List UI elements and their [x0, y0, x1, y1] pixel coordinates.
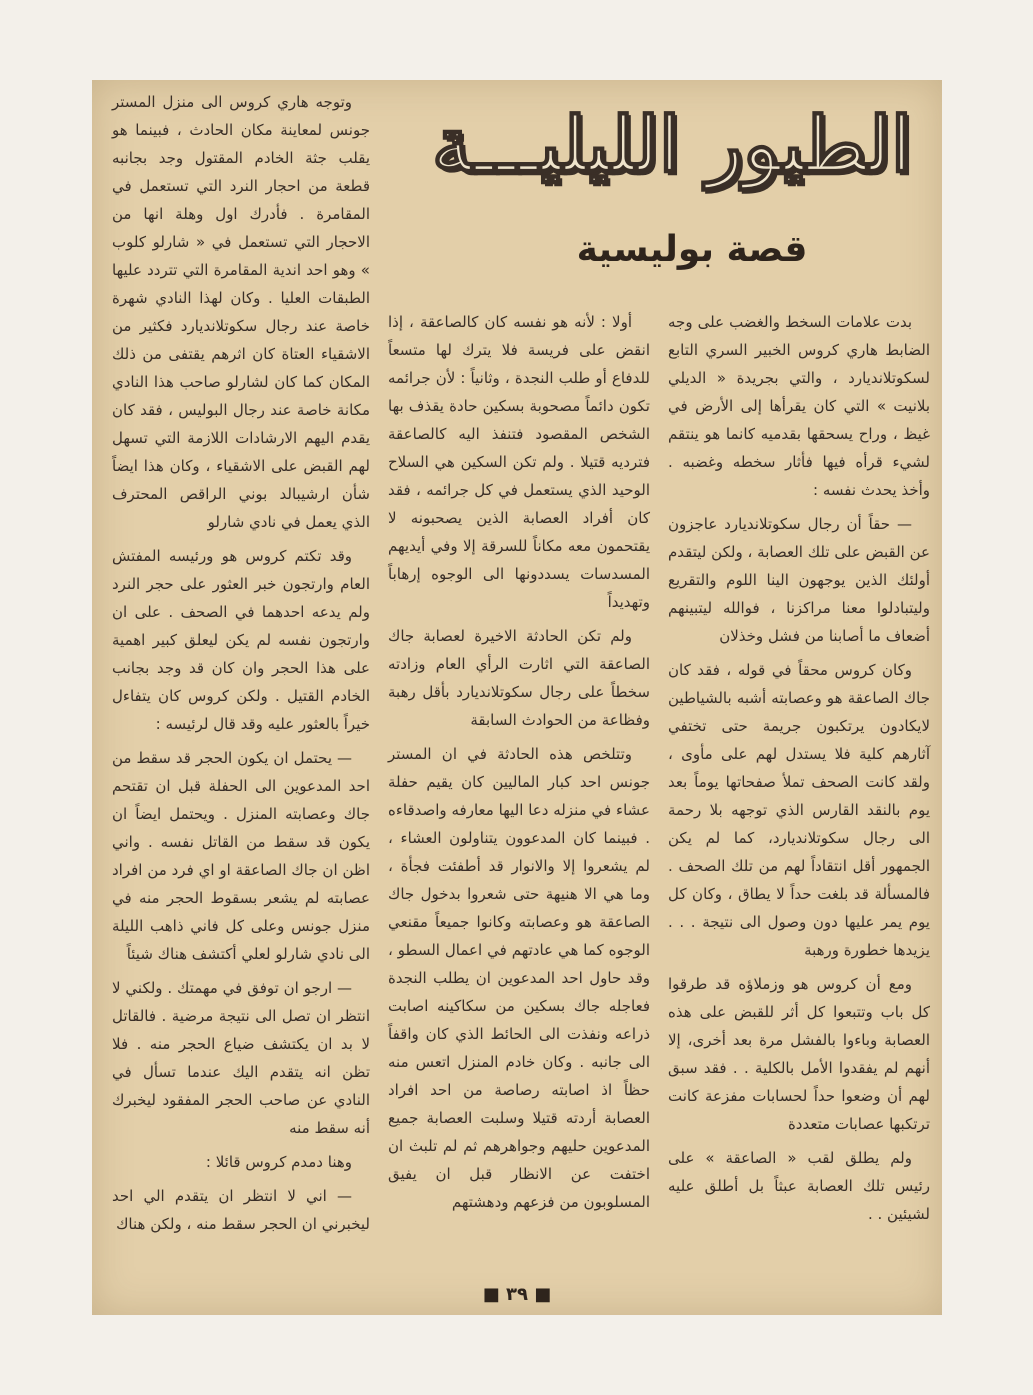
paragraph: وكان كروس محقاً في قوله ، فقد كان جاك الصاعقة هو وعصابته أشبه بالشياطين لايكادون يرتكبون جريمة حتى تختفي آثارهم كلية فلا يستدل لهم على مأوى ، ولقد كانت الصحف تملأ صفحاتها يوماً بعد يوم بالنقد القارس الذي توجهه بلا رحمة الى رجال سكوتلانديارد، كما لم يكن الجمهور أقل انتقاداً لهم من تلك الصحف . فالمسألة قد بلغت حداً لا يطاق ، وكان كل يوم يمر عليها دون وصول الى نتيجة . . . يزيدها خطورة ورهبة — [668, 661, 930, 959]
text-column-right — [668, 308, 930, 1234]
paragraph: وتوجه هاري كروس الى منزل المستر جونس لمعاينة مكان الحادث ، فبينما هو يقلب جثة الخادم المقتول وجد بجانبه قطعة من احجار النرد التي تستعمل في المقامرة . فأدرك اول وهلة انها من الاحجار التي تستعمل في « شارلو كلوب » وهو احد اندية المقامرة التي تتردد عليها الطبقات العليا . وكان لهذا النادي شهرة خاصة عند رجال سكوتلانديارد فكثير من الاشقياء العتاة كان اثرهم يقتفى من ذلك المكان كما كان لشارلو صاحب هذا النادي مكانة خاصة عند رجال البوليس ، فقد كان يقدم اليهم الارشادات اللازمة التي تسهل لهم القبض على الاشقياء ، وكان هذا ايضاً شأن ارشيبالد بوني الراقص المحترف الذي يعمل في نادي شارلو — [112, 93, 370, 531]
text-column-left — [112, 88, 370, 1244]
paragraph: — اني لا انتظر ان يتقدم الي احد ليخبرني ان الحجر سقط منه ، ولكن هناك — [112, 1187, 370, 1233]
page-number: ■ ٣٩ ■ — [482, 1284, 552, 1305]
magazine-page — [92, 80, 942, 1315]
story-subtitle: قصة بوليسية — [576, 229, 808, 270]
paragraph: وهنا دمدم كروس قائلا : — [205, 1153, 352, 1171]
paragraph: وتتلخص هذه الحادثة في ان المستر جونس احد كبار الماليين كان يقيم حفلة عشاء في منزله دعا اليها معارفه واصدقاءه . فبينما كان المدعوون يتناولون العشاء ، لم يشعروا إلا والانوار قد أطفئت فجأة ، وما هي الا هنيهة حتى شعروا بدخول جاك الصاعقة هو وعصابته وكانوا جميعاً مقنعي الوجوه كما هي عادتهم في اعمال السطو ، وقد حاول احد المدعوين ان يطلب النجدة فعاجله جاك بسكين من سكاكينه اصابت ذراعه ونفذت الى الحائط الذي كان واقفاً الى جانبه . وكان خادم المنزل اتعس منه حظاً اذ اصابته رصاصة من احد افراد العصابة أردته قتيلا وسلبت العصابة جميع المدعوين حليهم وجواهرهم ثم لم تلبث ان اختفت عن الانظار قبل ان يفيق المسلوبون من فزعهم ودهشتهم — [388, 745, 650, 1211]
paragraph: أولا : لأنه هو نفسه كان كالصاعقة ، إذا انقض على فريسة فلا يترك لها متسعاً للدفاع أو طلب النجدة ، وثانياً : لأن جرائمه تكون دائماً مصحوبة بسكين حادة يقذف بها الشخص المقصود فتنفذ اليه كالصاعقة فترديه قتيلا . ولم تكن السكين هي السلاح الوحيد الذي يستعمل في كل جرائمه ، فقد كان أفراد العصابة الذين يصحبونه لا يقتحمون معه مكاناً للسرقة إلا وفي أيديهم المسدسات يسددونها الى الوجوه إرهاباً وتهديداً — [388, 313, 650, 611]
paragraph: ومع أن كروس هو وزملاؤه قد طرقوا كل باب وتتبعوا كل أثر للقبض على هذه العصابة وباءوا بالفشل مرة بعد أخرى، إلا أنهم لم يفقدوا الأمل بالكلية . . فقد سبق لهم أن وضعوا حداً لحسابات مفزعة كانت ترتكبها عصابات متعددة — [668, 975, 930, 1133]
paragraph: ولم يطلق لقب « الصاعقة » على رئيس تلك العصابة عبثاً بل أطلق عليه لشيئين . . — [668, 1149, 930, 1223]
text-column-middle — [388, 308, 650, 1222]
paragraph: — ارجو ان توفق في مهمتك . ولكني لا انتظر ان تصل الى نتيجة مرضية . فالقاتل لا بد ان يكتشف ضياع الحجر منه . فلا تظن انه يتقدم اليك عندما تسأل في النادي عن صاحب الحجر المفقود ليخبرك أنه سقط منه — [112, 979, 370, 1137]
paragraph: ولم تكن الحادثة الاخيرة لعصابة جاك الصاعقة التي اثارت الرأي العام وزادته سخطاً على رجال سكوتلانديارد بأقل رهبة وفظاعة من الحوادث السابقة — [388, 627, 650, 729]
paragraph: وقد تكتم كروس هو ورئيسه المفتش العام وارتجون خبر العثور على حجر النرد ولم يدعه احدهما في الصحف . على ان وارتجون نفسه لم يكن ليعلق كبير اهمية على هذا الحجر وان كان قد وجد بجانب الخادم القتيل . ولكن كروس كان يتفاءل خيراً بالعثور عليه وقد قال لرئيسه : — [112, 547, 370, 733]
paragraph: — يحتمل ان يكون الحجر قد سقط من احد المدعوين الى الحفلة قبل ان تقتحم جاك وعصابته المنزل . ويحتمل ايضاً ان يكون قد سقط من القاتل نفسه . واني اظن ان جاك الصاعقة او اي فرد من افراد عصابته لم يشعر بسقوط الحجر منه في منزل جونس وعلى كل فاني ذاهب الليلة الى نادي شارلو لعلي أكتشف هناك شيئاً — [112, 749, 370, 963]
paragraph: بدت علامات السخط والغضب على وجه الضابط هاري كروس الخبير السري التابع لسكوتلانديارد ، والتي بجريدة « الديلي بلانيت » التي كان يقرأها إلى الأرض في غيظ ، وراح يسحقها بقدميه كانما هو ينتقم لشيء قرأه فيها فأثار سخطه وغضبه . وأخذ يحدث نفسه : — [668, 313, 930, 499]
paragraph: — حقاً أن رجال سكوتلانديارد عاجزون عن القبض على تلك العصابة ، ولكن ليتقدم أولئك الذين يوجهون الينا اللوم والتقريع وليتبادلوا معنا مراكزنا ، فوالله ليتبينهم أضعاف ما أصابنا من فشل وخذلان — [668, 515, 930, 645]
story-title: الطيور الليليـــة — [432, 100, 912, 189]
